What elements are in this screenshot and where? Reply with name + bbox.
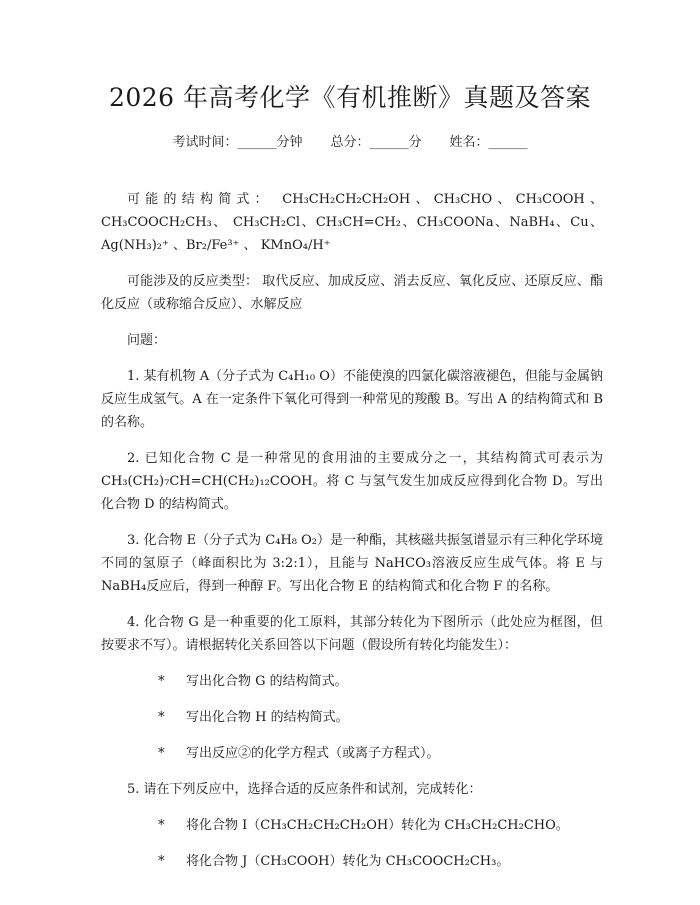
question-number: 5. [127, 782, 140, 797]
structures-line-2: CH₃CH₂Cl、CH₃CH=CH₂、CH₃COONa、NaBH₄、Cu、Ag(NH₃)₂⁺ 、Br₂/Fe³⁺ 、 [101, 215, 603, 253]
bullet-mark: * [158, 746, 165, 761]
question-4-item-2 [101, 706, 603, 729]
item-text: 写出反应②的化学方程式（或离子方程式）。 [186, 746, 440, 761]
time-label: 考试时间：______分钟 [172, 135, 303, 150]
question-5-item-1 [101, 814, 603, 837]
structures-lead: 可能的结构简式： [127, 192, 273, 207]
exam-meta-line [0, 131, 700, 150]
question-number: 1. [127, 369, 140, 384]
item-text: 将化合物 I（CH₃CH₂CH₂CH₂OH）转化为 CH₃CH₂CH₂CHO。 [186, 818, 569, 833]
question-4-item-1 [101, 670, 603, 693]
question-text: 化合物 E（分子式为 C₄H₈ O₂）是一种酯，其核磁共振氢谱显示有三种化学环境不同的氢原子（峰面积比为 3:2:1），且能与 NaHCO₃溶液反应生成气体。将 E 与 NaBH₄反应后，得到一种醇 F。写出化合物 E 的结构简式和化合物 F 的名称。 [101, 533, 604, 594]
question-text: 化合物 G 是一种重要的化工原料，其部分转化为下图所示（此处应为框图，但按要求不写）。请根据转化关系回答以下问题（假设所有转化均能发生）： [101, 615, 604, 653]
question-4-item-3 [101, 742, 603, 765]
bullet-mark: * [158, 854, 165, 869]
bullet-mark: * [158, 710, 165, 725]
question-2 [101, 447, 603, 516]
reactions-lead: 可能涉及的反应类型： [127, 274, 259, 289]
question-text: 某有机物 A（分子式为 C₄H₁₀ O）不能使溴的四氯化碳溶液褪色，但能与金属钠反应生成氢气。A 在一定条件下氧化可得到一种常见的羧酸 B。写出 A 的结构简式和 B 的名称。 [101, 369, 603, 430]
item-text: 写出化合物 G 的结构简式。 [186, 674, 348, 689]
structures-line-1: CH₃CH₂CH₂CH₂OH、CH₃CHO、CH₃COOH、CH₃COOCH₂CH₃、 [101, 192, 603, 230]
question-1 [101, 365, 603, 434]
question-number: 3. [127, 533, 140, 548]
question-text: 请在下列反应中，选择合适的反应条件和试剂，完成转化： [143, 782, 482, 797]
question-4 [101, 611, 603, 657]
score-label: 总分：______分 [330, 135, 422, 150]
item-text: 将化合物 J（CH₃COOH）转化为 CH₃COOCH₂CH₃。 [186, 854, 510, 869]
structures-paragraph [101, 188, 603, 257]
question-5 [101, 778, 603, 801]
reactions-paragraph [101, 270, 603, 316]
reactions-text: 取代反应、加成反应、消去反应、氧化反应、还原反应、酯化反应（或称缩合反应）、水解反应 [101, 274, 603, 312]
name-label: 姓名：______ [449, 135, 528, 150]
structures-line-3: KMnO₄/H⁺ [260, 238, 331, 253]
question-text: 已知化合物 C 是一种常见的食用油的主要成分之一，其结构简式可表示为 CH₃(CH₂)₇CH=CH(CH₂)₁₂COOH。将 C 与氢气发生加成反应得到化合物 D。写出化合物 D 的结构简式。 [101, 451, 603, 512]
document-body [101, 188, 603, 886]
question-5-item-2 [101, 850, 603, 873]
page-title: 2026 年高考化学《有机推断》真题及答案 [108, 83, 592, 112]
bullet-mark: * [158, 818, 165, 833]
item-text: 写出化合物 H 的结构简式。 [186, 710, 349, 725]
question-number: 2. [127, 451, 140, 466]
question-3 [101, 529, 603, 598]
questions-label: 问题： [127, 333, 167, 348]
question-number: 4. [127, 615, 140, 630]
bullet-mark: * [158, 674, 165, 689]
